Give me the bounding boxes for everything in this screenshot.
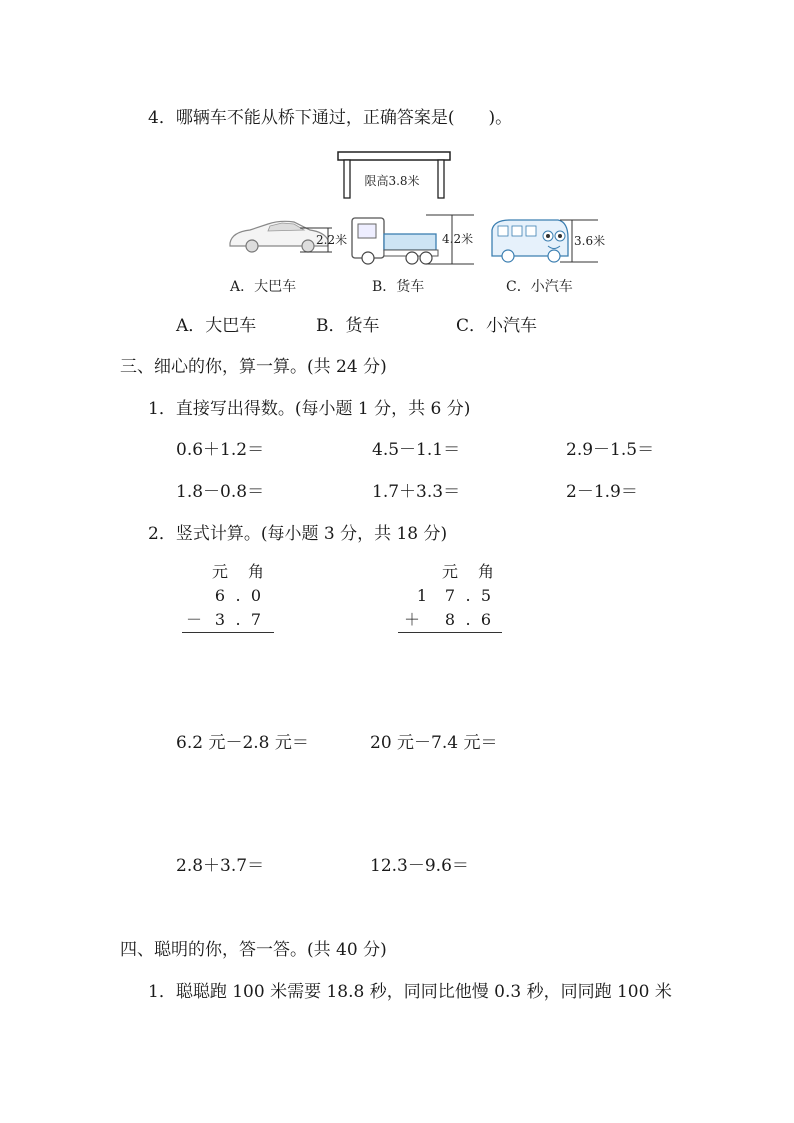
figure-label-a: A．大巴车	[230, 279, 297, 295]
digit: 1	[416, 586, 428, 605]
unit-jiao: 角	[477, 562, 494, 581]
mental-math-item-2: 4.5－1.1＝	[372, 440, 461, 460]
question-4-text: 4．哪辆车不能从桥下通过，正确答案是( )。	[148, 108, 513, 128]
decimal-point: .	[465, 610, 471, 629]
unit-jiao: 角	[247, 562, 264, 581]
decimal-point: .	[465, 586, 471, 605]
unit-yuan: 元	[211, 562, 228, 581]
plus-sign: ＋	[403, 610, 420, 629]
digit: 0	[250, 586, 262, 605]
section-4-title: 四、聪明的你，答一答。(共 40 分)	[120, 940, 387, 960]
digit: 5	[480, 586, 492, 605]
car-icon	[230, 221, 328, 252]
vertical-calc-2	[398, 562, 508, 642]
section-4-q1-text: 1．聪聪跑 100 米需要 18.8 秒，同同比他慢 0.3 秒，同同跑 100 米	[148, 982, 672, 1002]
digit: 6	[480, 610, 492, 629]
digit: 7	[444, 586, 456, 605]
mental-math-item-1: 0.6＋1.2＝	[176, 440, 265, 460]
digit: 3	[214, 610, 226, 629]
vertical-calc-1	[180, 562, 280, 642]
truck-height-label: 4.2米	[442, 232, 474, 246]
digit: 7	[250, 610, 262, 629]
mental-math-item-6: 2－1.9＝	[566, 482, 638, 502]
written-calc-item-2: 20 元－7.4 元＝	[370, 733, 498, 753]
figure-label-b: B．货车	[372, 279, 425, 295]
decimal-point: .	[235, 610, 241, 629]
digit: 6	[214, 586, 226, 605]
bus-height-label: 3.6米	[574, 234, 606, 248]
mental-math-item-4: 1.8－0.8＝	[176, 482, 265, 502]
option-c[interactable]: C．小汽车	[456, 316, 538, 336]
written-calc-item-1: 6.2 元－2.8 元＝	[176, 733, 309, 753]
bridge-right-pillar	[438, 160, 444, 198]
car-height-label: 2.2米	[316, 233, 348, 247]
mental-math-item-3: 2.9－1.5＝	[566, 440, 655, 460]
bus-icon	[492, 220, 568, 262]
digit: 8	[444, 610, 456, 629]
section-3-q1-title: 1．直接写出得数。(每小题 1 分，共 6 分)	[148, 399, 471, 419]
vertical-calc-1-line	[182, 632, 274, 633]
mental-math-item-5: 1.7＋3.3＝	[372, 482, 461, 502]
bridge-vehicles-figure	[220, 148, 620, 308]
written-calc-item-4: 12.3－9.6＝	[370, 856, 469, 876]
section-3-q2-title: 2．竖式计算。(每小题 3 分，共 18 分)	[148, 524, 448, 544]
minus-sign: －	[185, 610, 202, 629]
vertical-calc-2-line	[398, 632, 502, 633]
bridge-left-pillar	[344, 160, 350, 198]
bridge-deck	[338, 152, 450, 160]
written-calc-item-3: 2.8＋3.7＝	[176, 856, 265, 876]
decimal-point: .	[235, 586, 241, 605]
option-b[interactable]: B．货车	[316, 316, 380, 336]
bridge-height-label: 限高3.8米	[364, 174, 420, 188]
section-3-title: 三、细心的你，算一算。(共 24 分)	[120, 357, 387, 377]
bridge-vehicles-illustration	[220, 148, 620, 308]
unit-yuan: 元	[441, 562, 458, 581]
figure-label-c: C．小汽车	[506, 279, 573, 295]
option-a[interactable]: A．大巴车	[176, 316, 257, 336]
truck-icon	[352, 218, 438, 264]
